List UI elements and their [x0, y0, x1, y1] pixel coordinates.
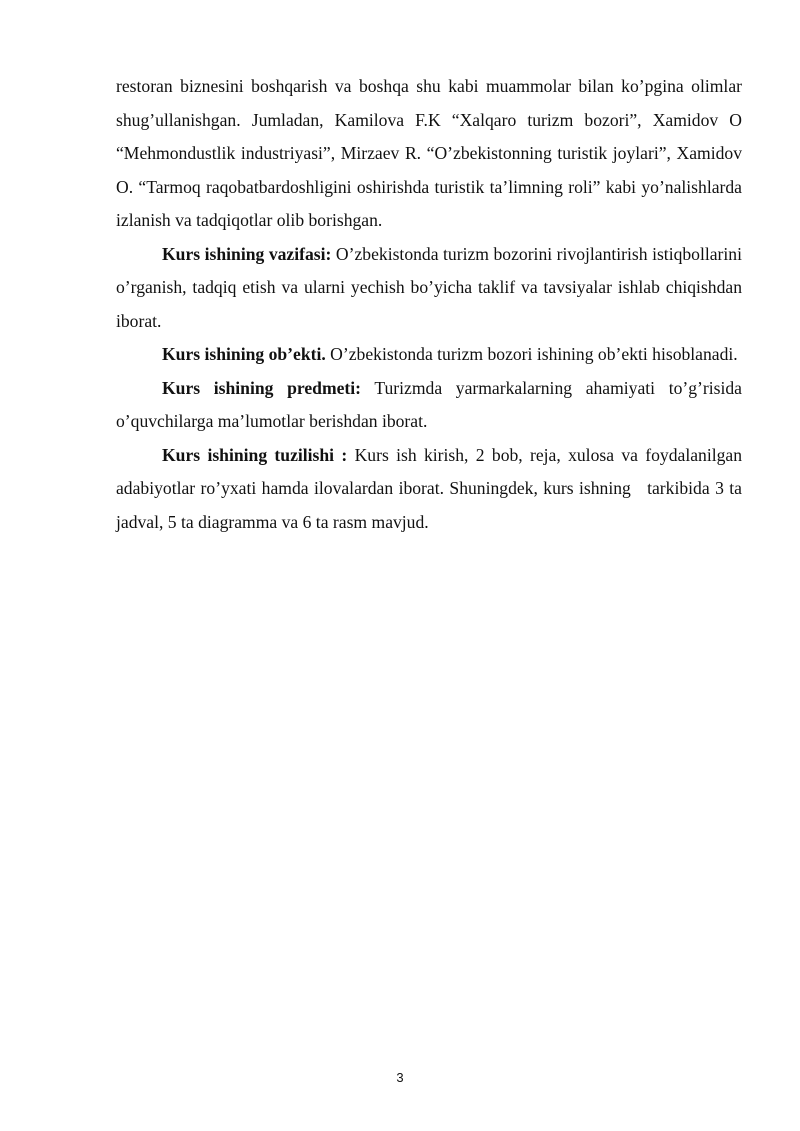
paragraph-text: restoran biznesini boshqarish va boshqa shu kabi muammolar bilan ko’pgina olimlar shug’ullanishgan. Jumladan, Kamilova F.K “Xalqaro turizm bozori”, Xamidov O “Mehmondustlik industriyasi”, Mirzaev R. “O’zbekistonning turistik joylari”, Xamidov O. “Tarmoq raqobatbardoshligini oshirishda turistik ta’limning roli” kabi yo’nalishlarda izlanish va tadqiqotlar olib borishgan. [116, 76, 742, 230]
paragraph-text: Kurs ish kirish, 2 bob, reja, xulosa va foydalanilgan adabiyotlar ro’yxati hamda ilovalardan iborat. Shuningdek, kurs ishning tarkibida 3 ta jadval, 5 ta diagramma va 6 ta rasm mavjud. [116, 444, 747, 532]
paragraph-heading: Kurs ishining vazifasi: [162, 243, 332, 264]
page-number: 3 [396, 1070, 404, 1085]
paragraph-subject [116, 372, 742, 439]
paragraph-task [116, 238, 742, 339]
paragraph-object [116, 338, 742, 372]
paragraph-heading: Kurs ishining ob’ekti. [162, 344, 326, 364]
document-body [116, 70, 747, 539]
paragraph-intro [116, 70, 742, 238]
paragraph-heading: Kurs ishining tuzilishi : [162, 444, 348, 465]
paragraph-structure [116, 439, 747, 540]
paragraph-text: Turizmda yarmarkalarning ahamiyati to’g’risida o’quvchilarga ma’lumotlar berishdan iborat. [116, 377, 742, 431]
paragraph-heading: Kurs ishining predmeti: [162, 377, 362, 398]
paragraph-text: O’zbekistonda turizm bozorini rivojlantirish istiqbollarini o’rganish, tadqiq etish va ularni yechish bo’yicha taklif va tavsiyalar ishlab chiqishdan iborat. [116, 243, 742, 331]
paragraph-text: O’zbekistonda turizm bozori ishining ob’ekti hisoblanadi. [325, 344, 738, 364]
